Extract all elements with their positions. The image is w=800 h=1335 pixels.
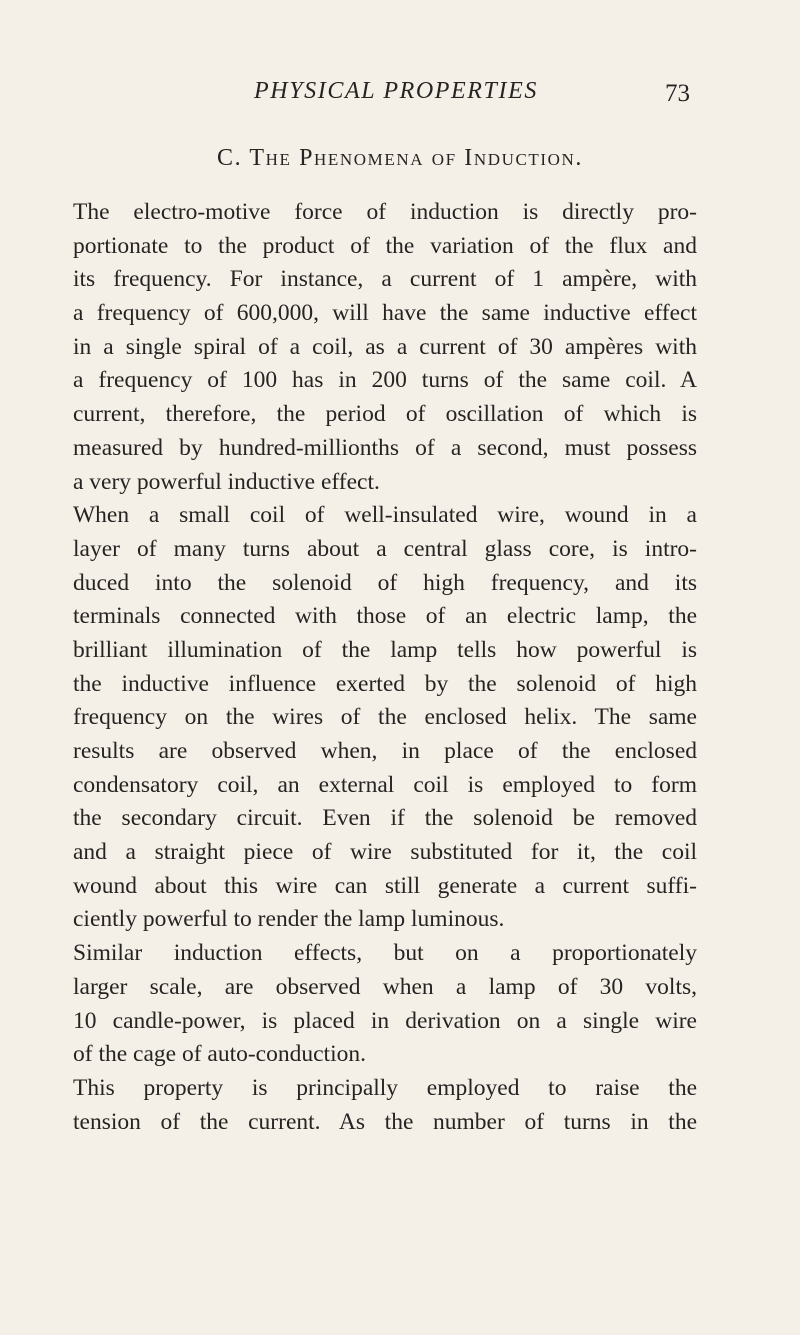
text-line: of the cage of auto-conduction. [73, 1041, 366, 1068]
page-number: 73 [665, 80, 690, 107]
text-line: When a small coil of well-insulated wire, wound in a [73, 502, 697, 529]
text-line: the inductive influence exerted by the solenoid of high [73, 670, 697, 697]
text-line: a very powerful inductive effect. [73, 468, 380, 495]
running-title: PHYSICAL PROPERTIES [254, 78, 538, 104]
body-text [73, 196, 697, 1139]
text-line: in a single spiral of a coil, as a current of 30 ampères with [73, 333, 697, 360]
text-line: The electro-motive force of induction is directly pro- [73, 199, 697, 225]
text-line: the secondary circuit. Even if the solenoid be removed [73, 805, 697, 832]
text-line: a frequency of 600,000, will have the same inductive effect [73, 300, 697, 327]
text-line: frequency on the wires of the enclosed helix. The same [73, 704, 697, 731]
text-line: current, therefore, the period of oscillation of which is [73, 401, 697, 428]
text-line: its frequency. For instance, a current of 1 ampère, with [73, 266, 697, 293]
text-line: layer of many turns about a central glass core, is intro- [73, 535, 697, 562]
text-line: results are observed when, in place of the enclosed [73, 738, 697, 764]
text-line: a frequency of 100 has in 200 turns of the same coil. A [73, 367, 697, 394]
text-line: tension of the current. As the number of turns in the [73, 1108, 697, 1135]
text-line: wound about this wire can still generate a current suffi- [73, 872, 697, 899]
text-line: This property is principally employed to raise the [73, 1074, 697, 1101]
section-heading: C. The Phenomena of Induction. [216, 145, 583, 171]
text-line: larger scale, are observed when a lamp of 30 volts, [73, 973, 697, 1000]
text-line: 10 candle-power, is placed in derivation on a single wire [73, 1007, 697, 1034]
text-line: measured by hundred-millionths of a second, must possess [73, 434, 697, 461]
text-line: Similar induction effects, but on a proportionately [73, 940, 697, 967]
running-head [0, 78, 800, 108]
text-line: condensatory coil, an external coil is employed to form [73, 771, 697, 798]
text-line: terminals connected with those of an electric lamp, the [73, 603, 697, 630]
text-line: portionate to the product of the variation of the flux and [73, 232, 697, 259]
text-line: ciently powerful to render the lamp luminous. [73, 906, 505, 933]
text-line: brilliant illumination of the lamp tells how powerful is [73, 636, 697, 663]
text-line: and a straight piece of wire substituted for it, the coil [73, 839, 697, 866]
text-line: duced into the solenoid of high frequency, and its [73, 569, 697, 596]
